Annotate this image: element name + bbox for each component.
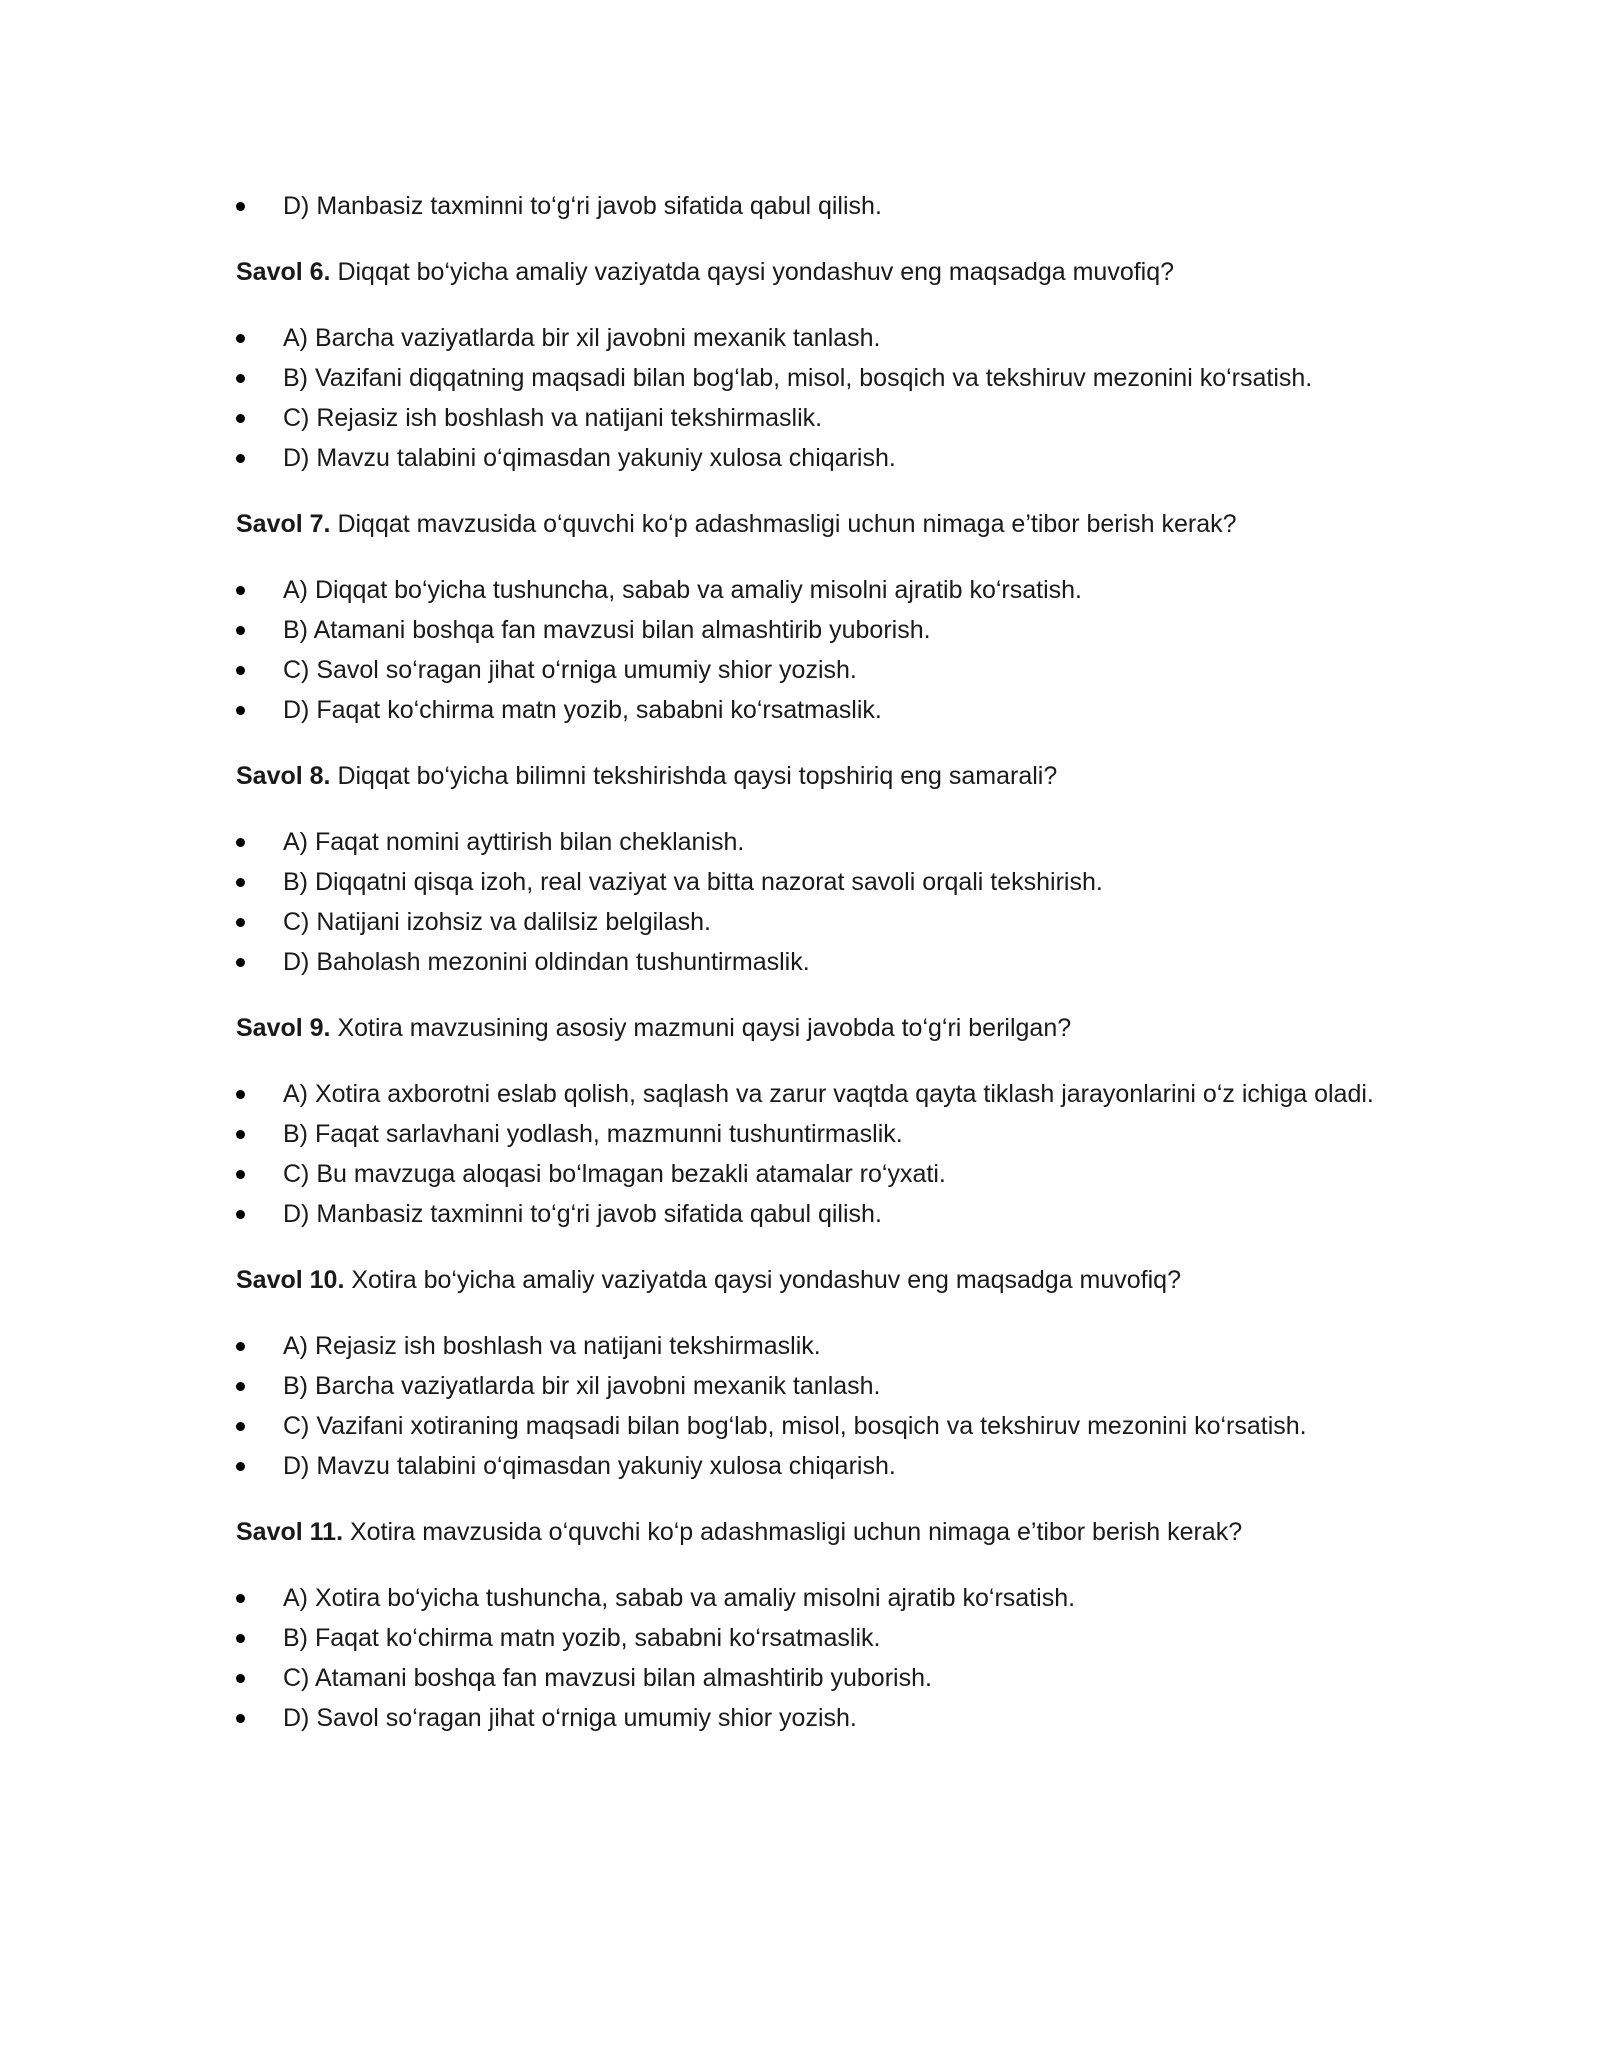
bullet-icon bbox=[236, 958, 245, 967]
option-list bbox=[236, 1326, 1396, 1486]
bullet-icon bbox=[236, 374, 245, 383]
list-item bbox=[236, 1366, 1396, 1406]
bullet-icon bbox=[236, 1342, 245, 1351]
list-item bbox=[236, 1154, 1396, 1194]
option-text: A) Barcha vaziyatlarda bir xil javobni mexanik tanlash. bbox=[283, 324, 881, 352]
list-item bbox=[236, 1326, 1396, 1366]
option-text: C) Natijani izohsiz va dalilsiz belgilash. bbox=[283, 908, 711, 936]
bullet-icon bbox=[236, 878, 245, 887]
list-item bbox=[236, 862, 1396, 902]
option-text: A) Diqqat bo‘yicha tushuncha, sabab va amaliy misolni ajratib ko‘rsatish. bbox=[283, 576, 1082, 604]
option-text: C) Atamani boshqa fan mavzusi bilan almashtirib yuborish. bbox=[283, 1664, 932, 1692]
list-item bbox=[236, 1114, 1396, 1154]
bullet-icon bbox=[236, 918, 245, 927]
question-text: Diqqat bo‘yicha bilimni tekshirishda qaysi topshiriq eng samarali? bbox=[330, 762, 1058, 790]
question-heading bbox=[236, 1008, 1396, 1048]
list-item bbox=[236, 1658, 1396, 1698]
list-item bbox=[236, 398, 1396, 438]
option-text: B) Barcha vaziyatlarda bir xil javobni mexanik tanlash. bbox=[283, 1372, 881, 1400]
list-item bbox=[236, 1698, 1396, 1738]
bullet-icon bbox=[236, 1674, 245, 1683]
questions-container bbox=[236, 252, 1396, 1738]
option-text: D) Baholash mezonini oldindan tushuntirmaslik. bbox=[283, 948, 810, 976]
bullet-icon bbox=[236, 454, 245, 463]
bullet-icon bbox=[236, 334, 245, 343]
option-text: B) Atamani boshqa fan mavzusi bilan almashtirib yuborish. bbox=[283, 616, 931, 644]
bullet-icon bbox=[236, 1170, 245, 1179]
list-item bbox=[236, 610, 1396, 650]
list-item bbox=[236, 570, 1396, 610]
option-text: C) Savol so‘ragan jihat o‘rniga umumiy shior yozish. bbox=[283, 656, 857, 684]
option-text: C) Bu mavzuga aloqasi bo‘lmagan bezakli atamalar ro‘yxati. bbox=[283, 1160, 946, 1188]
option-list bbox=[236, 318, 1396, 478]
question-text: Xotira mavzusida o‘quvchi ko‘p adashmasligi uchun nimaga e’tibor berish kerak? bbox=[343, 1518, 1243, 1546]
question-text: Xotira mavzusining asosiy mazmuni qaysi javobda to‘g‘ri berilgan? bbox=[330, 1014, 1072, 1042]
list-item bbox=[236, 1406, 1396, 1446]
bullet-icon bbox=[236, 626, 245, 635]
bullet-icon bbox=[236, 1462, 245, 1471]
option-text: D) Manbasiz taxminni to‘g‘ri javob sifatida qabul qilish. bbox=[283, 1200, 882, 1228]
option-text: B) Faqat sarlavhani yodlash, mazmunni tushuntirmaslik. bbox=[283, 1120, 903, 1148]
list-item bbox=[236, 1618, 1396, 1658]
bullet-icon bbox=[236, 1422, 245, 1431]
question-text: Diqqat bo‘yicha amaliy vaziyatda qaysi yondashuv eng maqsadga muvofiq? bbox=[330, 258, 1175, 286]
list-item bbox=[236, 438, 1396, 478]
question-text: Diqqat mavzusida o‘quvchi ko‘p adashmasligi uchun nimaga e’tibor berish kerak? bbox=[330, 510, 1237, 538]
bullet-icon bbox=[236, 1382, 245, 1391]
option-text: B) Vazifani diqqatning maqsadi bilan bog‘lab, misol, bosqich va tekshiruv mezonini ko‘rsatish. bbox=[283, 364, 1313, 392]
question-label: Savol 10. bbox=[236, 1266, 345, 1294]
bullet-icon bbox=[236, 202, 245, 211]
question-label: Savol 11. bbox=[236, 1518, 344, 1546]
list-item bbox=[236, 822, 1396, 862]
question-label: Savol 7. bbox=[236, 510, 331, 538]
bullet-icon bbox=[236, 838, 245, 847]
option-text: B) Diqqatni qisqa izoh, real vaziyat va bitta nazorat savoli orqali tekshirish. bbox=[283, 868, 1103, 896]
list-item bbox=[236, 690, 1396, 730]
list-item bbox=[236, 902, 1396, 942]
list-item bbox=[236, 942, 1396, 982]
bullet-icon bbox=[236, 666, 245, 675]
question-heading bbox=[236, 504, 1396, 544]
option-text: A) Xotira axborotni eslab qolish, saqlash va zarur vaqtda qayta tiklash jarayonlarini o‘z ichiga oladi. bbox=[283, 1080, 1374, 1108]
question-text: Xotira bo‘yicha amaliy vaziyatda qaysi yondashuv eng maqsadga muvofiq? bbox=[344, 1266, 1181, 1294]
list-item bbox=[236, 186, 1396, 226]
bullet-icon bbox=[236, 1210, 245, 1219]
option-list bbox=[236, 1578, 1396, 1738]
carryover-option-list bbox=[236, 186, 1396, 226]
question-label: Savol 9. bbox=[236, 1014, 331, 1042]
page-content bbox=[236, 186, 1396, 1738]
bullet-icon bbox=[236, 1714, 245, 1723]
option-text: A) Faqat nomini ayttirish bilan cheklanish. bbox=[283, 828, 745, 856]
option-text: C) Rejasiz ish boshlash va natijani tekshirmaslik. bbox=[283, 404, 823, 432]
option-text: D) Savol so‘ragan jihat o‘rniga umumiy shior yozish. bbox=[283, 1704, 857, 1732]
option-list bbox=[236, 570, 1396, 730]
bullet-icon bbox=[236, 1634, 245, 1643]
list-item bbox=[236, 1446, 1396, 1486]
option-text: D) Manbasiz taxminni to‘g‘ri javob sifatida qabul qilish. bbox=[283, 192, 882, 220]
option-text: C) Vazifani xotiraning maqsadi bilan bog‘lab, misol, bosqich va tekshiruv mezonini ko‘rsatish. bbox=[283, 1412, 1307, 1440]
list-item bbox=[236, 358, 1396, 398]
list-item bbox=[236, 650, 1396, 690]
list-item bbox=[236, 1578, 1396, 1618]
option-list bbox=[236, 1074, 1396, 1234]
bullet-icon bbox=[236, 1090, 245, 1099]
question-label: Savol 6. bbox=[236, 258, 331, 286]
option-text: D) Mavzu talabini o‘qimasdan yakuniy xulosa chiqarish. bbox=[283, 444, 896, 472]
bullet-icon bbox=[236, 414, 245, 423]
option-list bbox=[236, 822, 1396, 982]
question-heading bbox=[236, 1512, 1396, 1552]
question-label: Savol 8. bbox=[236, 762, 331, 790]
bullet-icon bbox=[236, 586, 245, 595]
question-heading bbox=[236, 252, 1396, 292]
option-text: A) Xotira bo‘yicha tushuncha, sabab va amaliy misolni ajratib ko‘rsatish. bbox=[283, 1584, 1076, 1612]
question-heading bbox=[236, 756, 1396, 796]
bullet-icon bbox=[236, 706, 245, 715]
question-heading bbox=[236, 1260, 1396, 1300]
option-text: D) Mavzu talabini o‘qimasdan yakuniy xulosa chiqarish. bbox=[283, 1452, 896, 1480]
list-item bbox=[236, 1194, 1396, 1234]
option-text: A) Rejasiz ish boshlash va natijani tekshirmaslik. bbox=[283, 1332, 821, 1360]
bullet-icon bbox=[236, 1130, 245, 1139]
option-text: B) Faqat ko‘chirma matn yozib, sababni ko‘rsatmaslik. bbox=[283, 1624, 881, 1652]
option-text: D) Faqat ko‘chirma matn yozib, sababni ko‘rsatmaslik. bbox=[283, 696, 882, 724]
bullet-icon bbox=[236, 1594, 245, 1603]
list-item bbox=[236, 318, 1396, 358]
list-item bbox=[236, 1074, 1396, 1114]
